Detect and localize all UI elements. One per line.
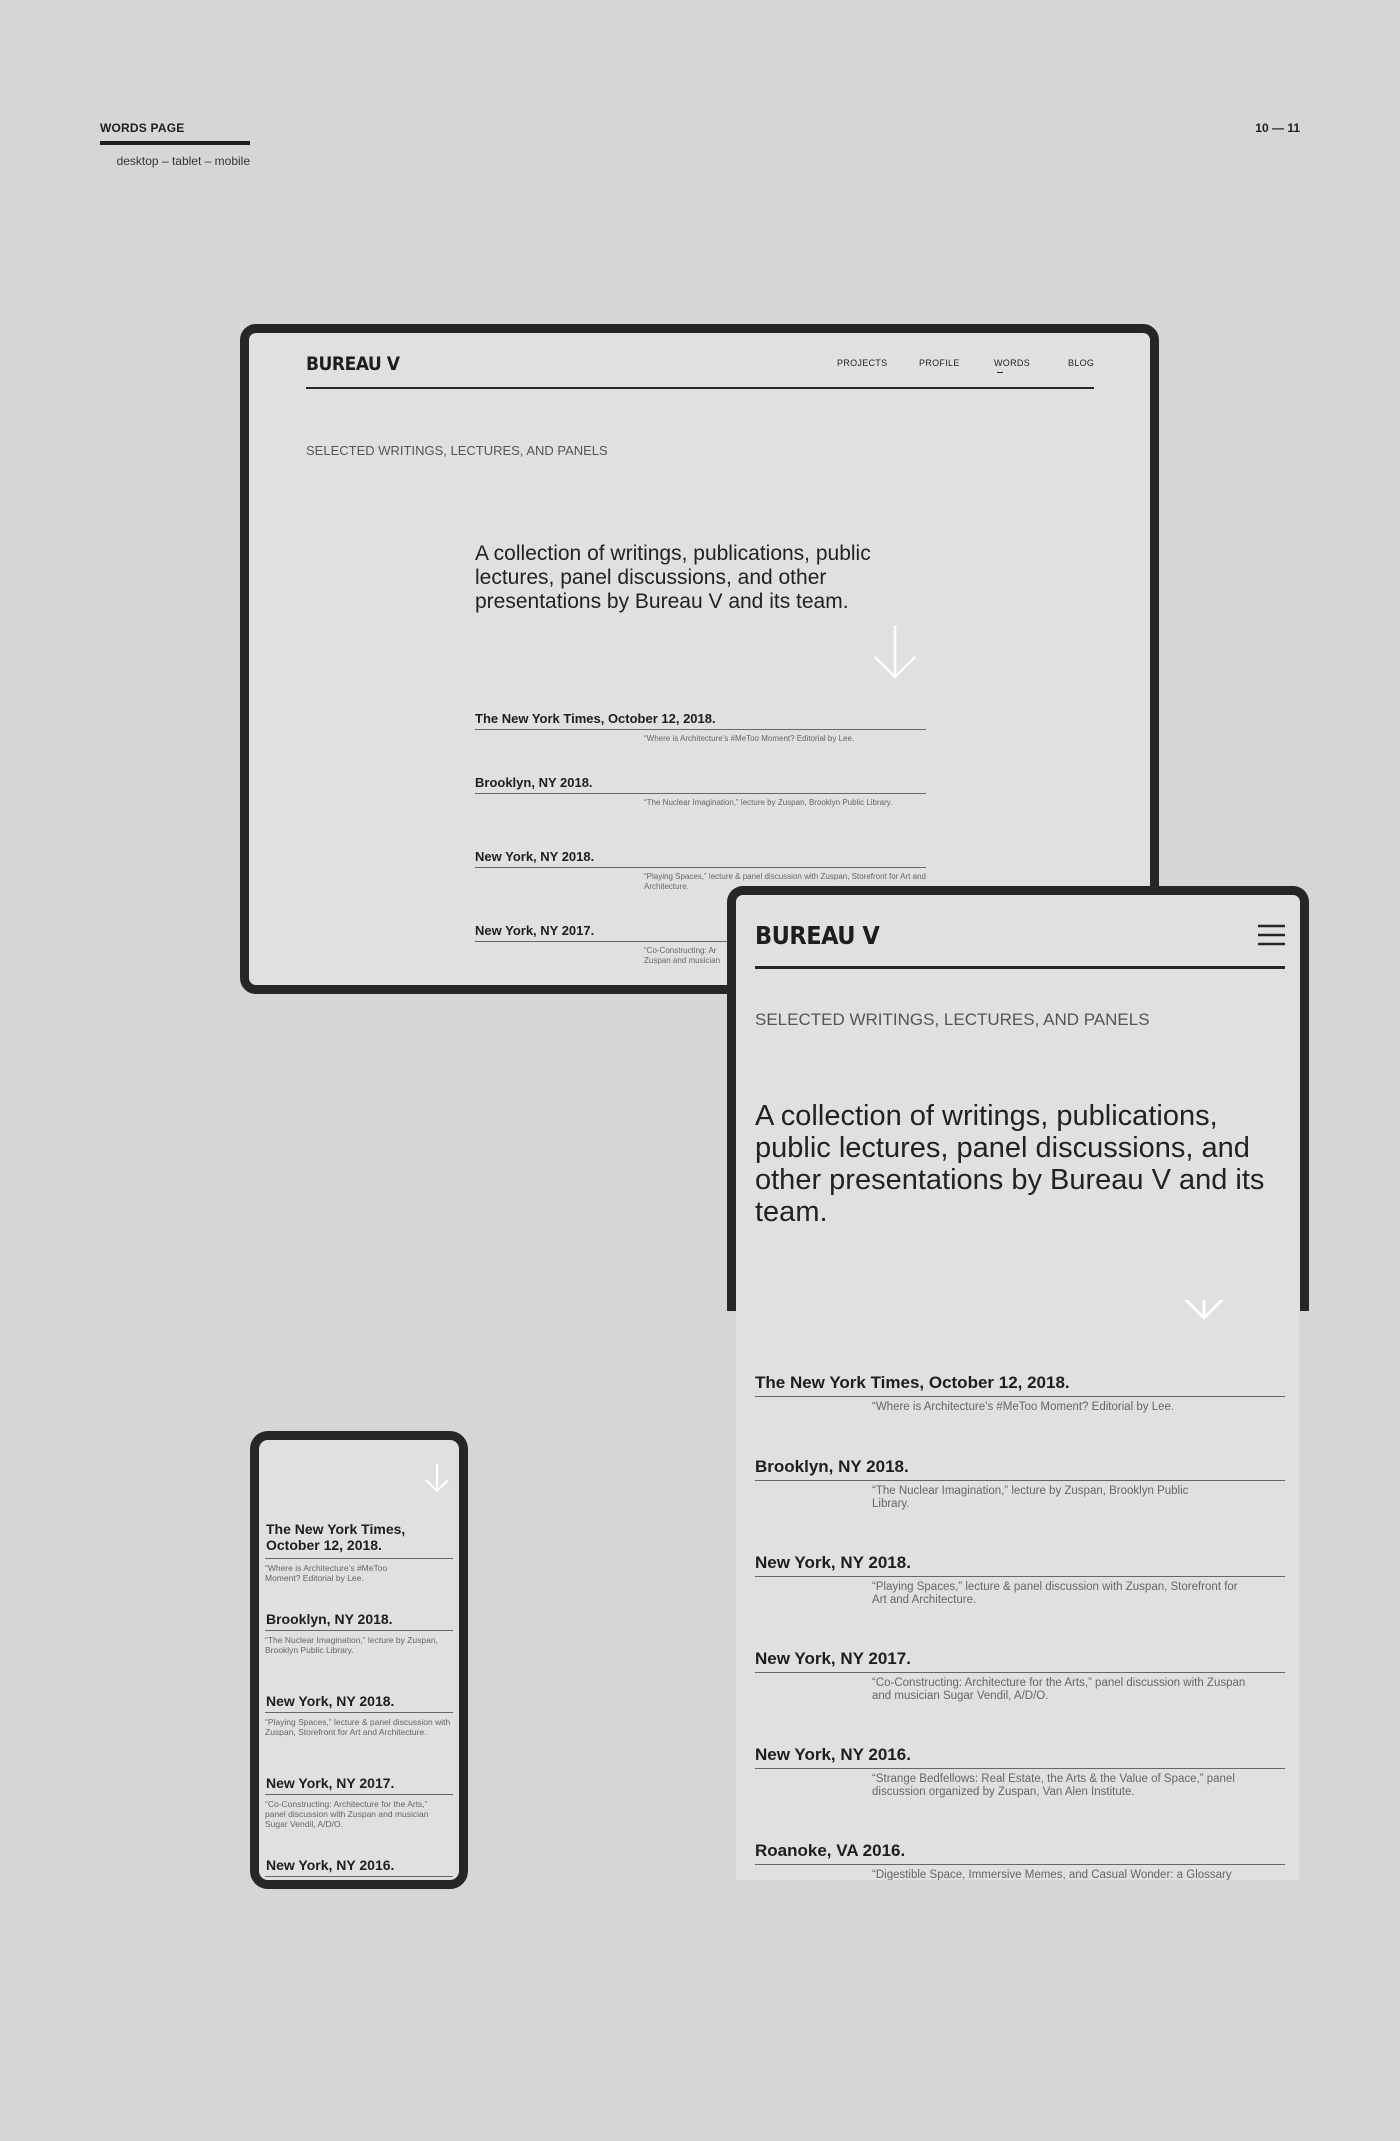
entry-rule [755,1576,1285,1577]
entry-desc: “Playing Spaces,” lecture & panel discussion with Zuspan, Storefront for Art and Architecture. [265,1717,451,1737]
logo[interactable]: BUREAU V [306,353,400,375]
entry-desc: “Where is Architecture’s #MeToo Moment? Editorial by Lee. [644,734,855,743]
entry-desc: “Strange Bedfellows: Real Estate, the Arts & the Value of Space,” panel discussion organized by Zuspan, Van Alen Institute. [872,1773,1235,1798]
entry-desc-truncated-2: Zuspan and musician [644,956,721,965]
entry-rule [755,1864,1285,1865]
arrow-down-icon[interactable] [424,1463,450,1493]
entry-title[interactable]: New York, NY 2017. [755,1649,911,1668]
header-rule [306,387,1094,389]
entry-title[interactable]: New York, NY 2017. [475,923,595,938]
entry-desc: “Digestible Space, Immersive Memes, and Casual Wonder: a Glossary [872,1869,1232,1880]
page-numbers: 10 — 11 [1255,121,1300,135]
nav-blog[interactable]: BLOG [1068,358,1095,368]
entry-rule [755,1480,1285,1481]
section-heading: SELECTED WRITINGS, LECTURES, AND PANELS [306,443,608,458]
tablet-mockup [727,886,1309,1311]
entry-rule [265,1712,453,1713]
entry-title[interactable]: Brooklyn, NY 2018. [475,775,593,790]
intro-text: A collection of writings, publications, public lectures, panel discussions, and other presentations by Bureau V and its team. [755,1100,1265,1228]
entry-desc: “The Nuclear Imagination,” lecture by Zuspan, Brooklyn Public Library. [644,798,893,807]
entry-desc: “Playing Spaces,” lecture & panel discussion with Zuspan, Storefront for Art and Architecture. [644,872,926,891]
entry-rule [265,1876,453,1877]
nav-words[interactable]: WORDS [994,358,1030,368]
entry-title[interactable]: Roanoke, VA 2016. [755,1841,906,1860]
logo[interactable]: BUREAU V [755,921,880,950]
entry-desc: “Where is Architecture’s #MeToo Moment? Editorial by Lee. [872,1401,1175,1413]
entry-title[interactable]: The New York Times, October 12, 2018. [475,711,716,726]
intro-text: A collection of writings, publications, public lectures, panel discussions, and other presentations by Bureau V and its team. [475,542,871,613]
nav-profile[interactable]: PROFILE [919,358,960,368]
entry-title[interactable]: New York, NY 2018. [475,849,595,864]
page-title: WORDS PAGE [100,121,185,135]
mobile-mockup [250,1431,468,1889]
entry-desc: “The Nuclear Imagination,” lecture by Zuspan, Brooklyn Public Library. [872,1485,1189,1510]
hamburger-menu-icon[interactable] [1258,924,1286,946]
entry-title[interactable]: New York, NY 2016. [755,1745,911,1764]
entry-title[interactable]: The New York Times, October 12, 2018. [755,1373,1070,1392]
entry-desc: “Where is Architecture’s #MeToo Moment? Editorial by Lee. [265,1563,388,1583]
arrow-down-icon[interactable] [872,624,918,680]
entry-title[interactable]: New York, NY 2018. [755,1553,911,1572]
entry-rule [265,1630,453,1631]
entry-title[interactable]: New York, NY 2018. [266,1693,395,1709]
entry-rule [265,1558,453,1559]
entry-desc: “The Nuclear Imagination,” lecture by Zuspan, Brooklyn Public Library. [265,1635,438,1655]
entry-desc-truncated: “Co-Constructing: Ar [644,946,717,955]
entry-title[interactable]: New York, NY 2017. [266,1775,395,1791]
entry-rule [755,1672,1285,1673]
entry-title[interactable]: Brooklyn, NY 2018. [755,1457,909,1476]
entry-rule [475,793,926,794]
nav-active-indicator [997,372,1003,373]
page-subtitle: desktop – tablet – mobile [116,154,250,168]
entry-desc: “Co-Constructing: Architecture for the Arts,” panel discussion with Zuspan and musician Sugar Vendil, A/D/O. [265,1799,429,1829]
title-rule [100,141,250,145]
entry-title[interactable]: Brooklyn, NY 2018. [266,1611,393,1627]
arrow-down-icon[interactable] [1175,1300,1233,1322]
entry-rule [755,1396,1285,1397]
section-heading: SELECTED WRITINGS, LECTURES, AND PANELS [755,1010,1150,1029]
header-rule [755,966,1285,969]
entry-rule [475,867,926,868]
entry-rule [265,1794,453,1795]
entry-rule [755,1768,1285,1769]
tablet-scroll-extension [736,1300,1299,1880]
entry-desc: “Playing Spaces,” lecture & panel discussion with Zuspan, Storefront for Art and Architecture. [872,1581,1238,1606]
entry-rule [475,729,926,730]
entry-title[interactable]: New York, NY 2016. [266,1857,395,1873]
entry-desc: “Co-Constructing: Architecture for the Arts,” panel discussion with Zuspan and musician Sugar Vendil, A/D/O. [872,1677,1246,1702]
nav-projects[interactable]: PROJECTS [837,358,888,368]
entry-title[interactable]: The New York Times, October 12, 2018. [266,1521,406,1553]
